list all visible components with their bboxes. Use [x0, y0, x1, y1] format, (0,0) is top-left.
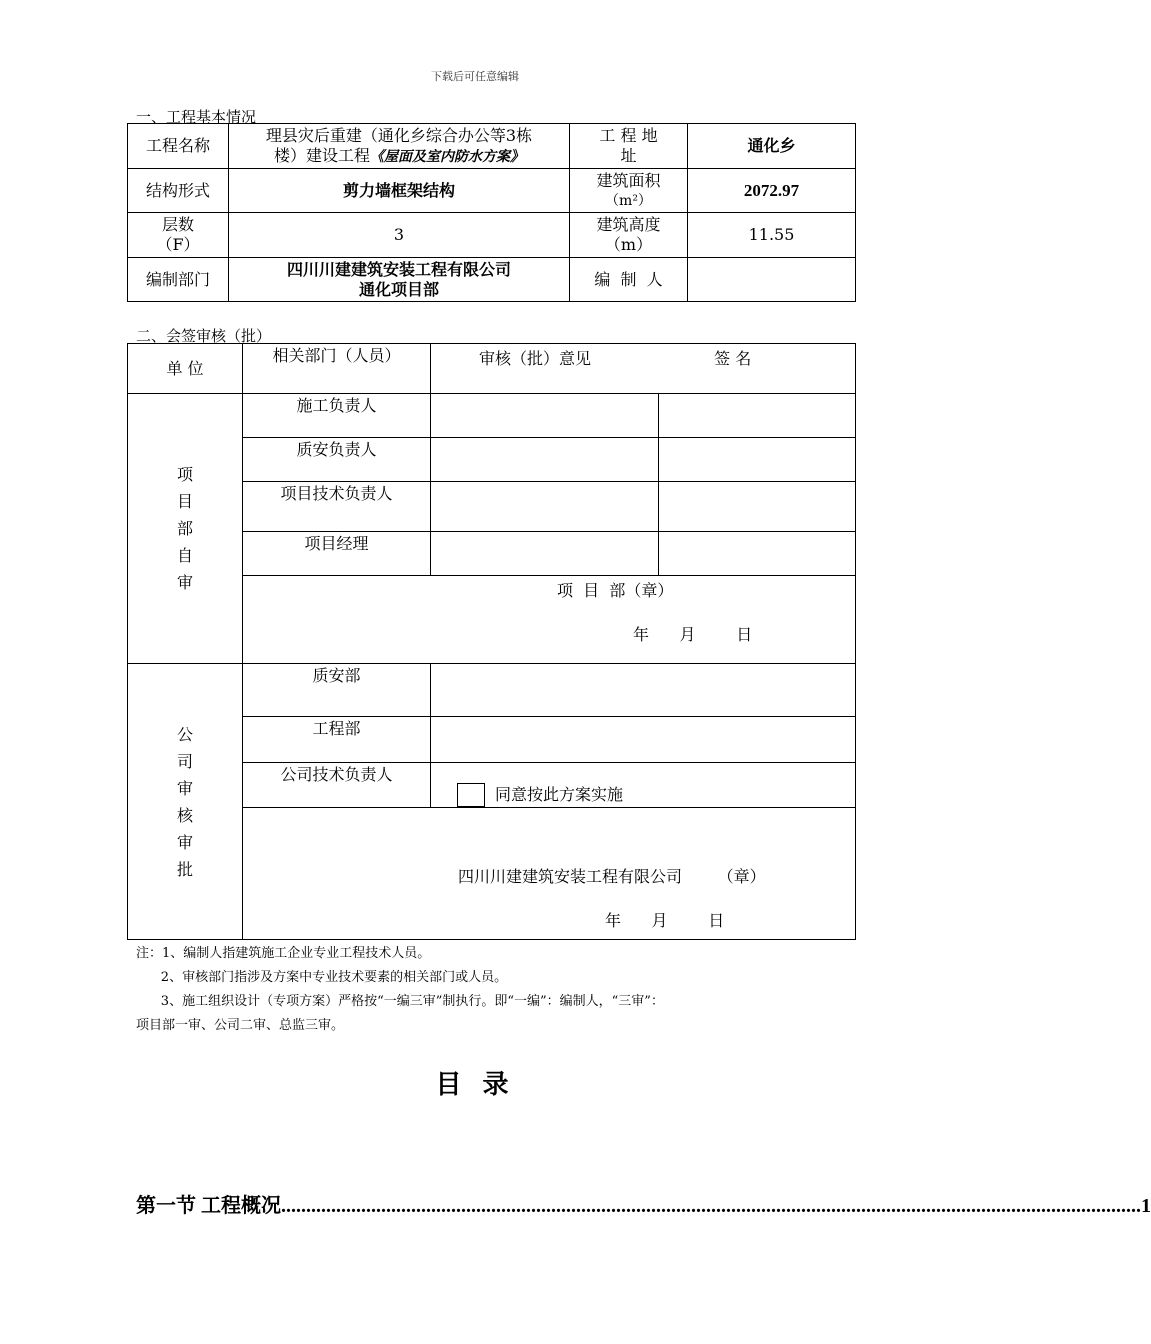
project-row-opinion: [431, 532, 659, 576]
note-line: 2、审核部门指涉及方案中专业技术要素的相关部门或人员。: [136, 970, 508, 985]
structure-label: 结构形式: [128, 169, 229, 213]
company-group-char: 核: [176, 805, 193, 825]
agree-checkbox[interactable]: [457, 783, 485, 807]
toc-entry-label: 第一节 工程概况: [136, 1195, 281, 1217]
project-name-line2a: 楼）建设工程: [273, 145, 370, 165]
note-line: 项目部一审、公司二审、总监三审。: [136, 1018, 345, 1033]
col-opinion: 审核（批）意见: [479, 349, 592, 368]
company-stamp-cell: [243, 808, 856, 940]
header-note: 下载后可任意编辑: [431, 70, 519, 83]
review-table: [127, 343, 856, 940]
note-line: 3、施工组织设计（专项方案）严格按“一编三审”制执行。即“一编”：编制人，“三审”：: [136, 994, 664, 1009]
project-row-label: 质安负责人: [243, 438, 431, 482]
col-opinion-sign: [431, 344, 856, 394]
project-name-line2: [229, 146, 569, 167]
project-row-sign: [659, 482, 856, 532]
project-stamp: 项 目 部（章）: [557, 581, 674, 600]
project-row-opinion: [431, 438, 659, 482]
col-unit: 单 位: [128, 344, 243, 394]
floors-value: 3: [229, 213, 570, 258]
project-group-label: [128, 394, 243, 664]
project-name-label: 工程名称: [128, 124, 229, 169]
height-label-1: 建筑高度: [596, 215, 661, 234]
dept-value-2: 通化项目部: [358, 279, 439, 299]
project-name-line2b: 《屋面及室内防水方案》: [370, 148, 524, 165]
company-group-label: [128, 664, 243, 940]
project-date: 年 月 日: [633, 625, 753, 644]
company-date: 年 月 日: [605, 911, 725, 930]
floors-label-1: 层数: [161, 215, 194, 234]
company-group-char: 审: [176, 832, 193, 852]
company-row-label: 质安部: [243, 664, 431, 717]
company-row-label: 公司技术负责人: [243, 763, 431, 808]
project-row-sign: [659, 532, 856, 576]
project-row-label: 施工负责人: [243, 394, 431, 438]
structure-value: 剪力墙框架结构: [229, 169, 570, 213]
project-row-sign: [659, 438, 856, 482]
company-group-char: 司: [176, 751, 193, 771]
project-name-value: [229, 124, 570, 169]
project-row-opinion: [431, 394, 659, 438]
company-stamp: 四川川建建筑安装工程有限公司 （章）: [458, 867, 766, 886]
col-sign: 签 名: [714, 349, 752, 368]
toc-entry-page: 1: [1141, 1195, 1151, 1217]
height-value: 11.55: [688, 213, 856, 258]
notes: [136, 942, 876, 1038]
height-label: [570, 213, 688, 258]
address-label-2: 址: [620, 146, 637, 165]
project-group-char: 自: [176, 546, 193, 565]
author-value: [688, 258, 856, 302]
area-label-2: （m²）: [605, 192, 652, 209]
floors-label-2: （F）: [156, 235, 200, 254]
area-label-1: 建筑面积: [596, 170, 661, 190]
project-row-label: 项目经理: [243, 532, 431, 576]
company-group-char: 审: [176, 778, 193, 798]
area-label: [570, 169, 688, 213]
project-row-sign: [659, 394, 856, 438]
dept-value: [229, 258, 570, 302]
height-label-2: （m）: [604, 235, 653, 254]
company-agree-cell: [431, 763, 856, 808]
company-group-char: 批: [176, 859, 193, 879]
toc-entry[interactable]: [136, 1190, 1151, 1218]
author-label: 编 制 人: [570, 258, 688, 302]
section2-title: 二、会签审核（批）: [136, 327, 272, 345]
company-row-opinion: [431, 664, 856, 717]
toc-leader-dots: ............................................................................................................................................................................: [281, 1195, 1141, 1217]
address-value: 通化乡: [688, 124, 856, 169]
dept-value-1: 四川川建建筑安装工程有限公司: [286, 259, 511, 279]
project-group-char: 部: [176, 519, 193, 538]
company-row-label: 工程部: [243, 717, 431, 763]
floors-label: [128, 213, 229, 258]
col-dept: 相关部门（人员）: [243, 344, 431, 394]
project-group-char: 审: [176, 573, 193, 592]
address-label: [570, 124, 688, 169]
toc-title-text: 目 录: [435, 1070, 515, 1100]
project-group-char: 项: [176, 465, 193, 484]
project-stamp-cell: [243, 576, 856, 664]
section1-title: 一、工程基本情况: [136, 108, 257, 126]
area-value: 2072.97: [688, 169, 856, 213]
note-line: 注：1、编制人指建筑施工企业专业工程技术人员。: [136, 946, 431, 961]
agree-text: 同意按此方案实施: [495, 784, 624, 804]
address-label-1: 工 程 地: [599, 126, 658, 145]
project-name-line1: 理县灾后重建（通化乡综合办公等3栋: [265, 125, 533, 145]
project-info-table: [127, 123, 856, 302]
project-row-label: 项目技术负责人: [243, 482, 431, 532]
company-group-char: 公: [176, 724, 193, 744]
dept-label: 编制部门: [128, 258, 229, 302]
project-row-opinion: [431, 482, 659, 532]
project-group-char: 目: [176, 492, 193, 511]
company-row-opinion: [431, 717, 856, 763]
toc-title: [0, 1064, 950, 1101]
